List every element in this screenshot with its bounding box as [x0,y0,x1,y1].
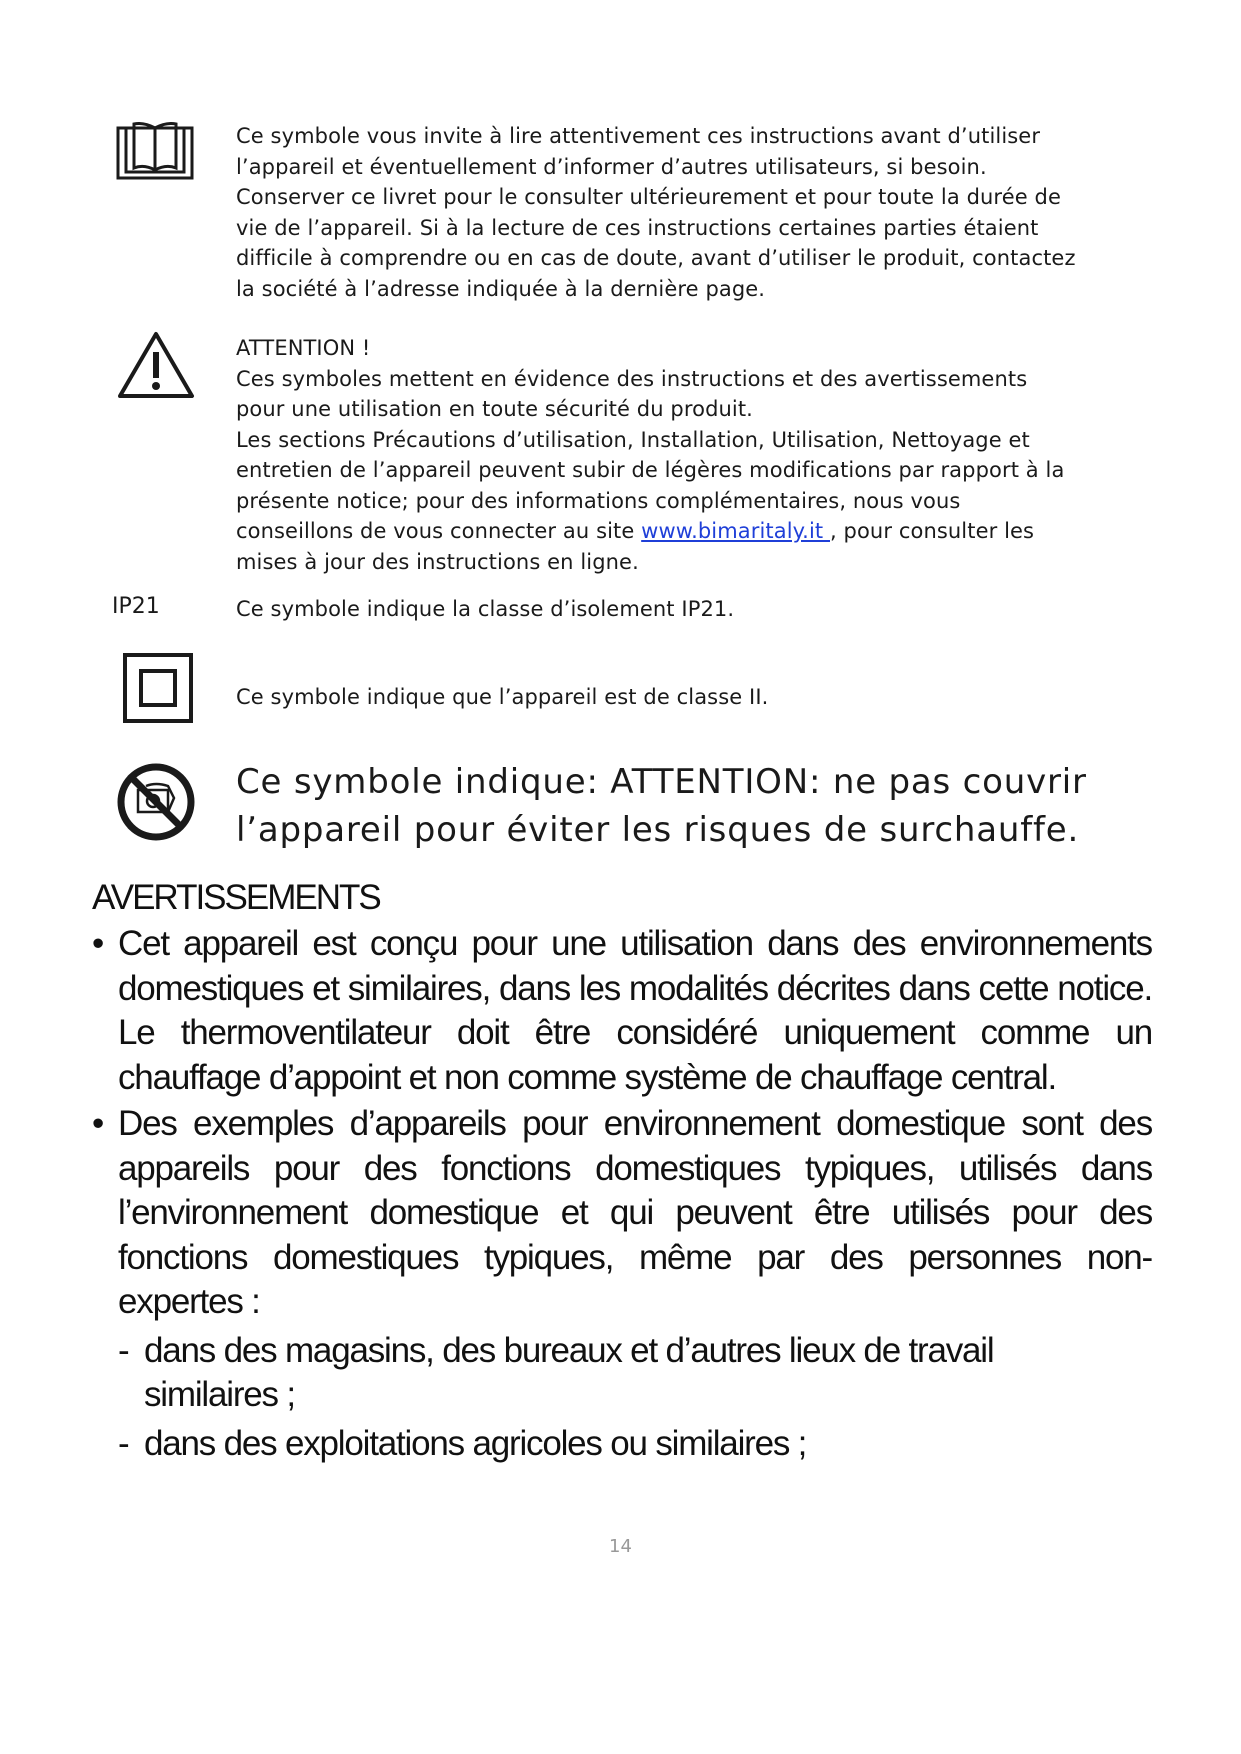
sub-item-text: dans des magasins, des bureaux et d’autres lieux de travail similaires ; [144,1330,994,1414]
dash-icon: - [118,1423,129,1463]
sub-item-text: dans des exploitations agricoles ou similaires ; [144,1423,807,1463]
warnings-heading: AVERTISSEMENTS [92,878,380,917]
class-ii-icon [122,652,194,728]
sub-list-item [92,1329,1094,1418]
attention-title: ATTENTION ! [236,336,371,360]
dash-icon: - [118,1330,129,1370]
warnings-list [92,922,1152,1466]
ip21-label: IP21 [112,594,160,619]
list-item [92,922,1152,1100]
attention-p2-after: , pour consulter les mises à jour des instructions en ligne. [236,519,1035,574]
bullet-icon: • [92,924,104,963]
read-instructions-text: Ce symbole vous invite à lire attentivement ces instructions avant d’utiliser l’appareil et éventuellement d’informer d’autres utilisateurs, si besoin. Conserver ce livret pour le consulter ultérieurement et pour toute la durée de vie de l’appareil. Si à la lecture de ces instructions certaines parties étaient difficile à comprendre ou en cas de doute, avant d’utiliser le produit, contactez la société à l’adresse indiquée à la dernière page. [236,124,1076,301]
attention-paragraph-2 [236,425,1076,578]
bullet-text: Des exemples d’appareils pour environnement domestique sont des appareils pour des fonctions domestiques typiques, utilisés dans l’environnement domestique et qui peuvent être utilisés pour des fonctions domestiques typiques, même par des personnes non-expertes : [118,1104,1152,1321]
attention-paragraph-1: Ces symboles mettent en évidence des instructions et des avertissements pour une utilisation en toute sécurité du produit. [236,366,1028,421]
attention-block [236,333,1076,577]
page-number: 14 [609,1536,632,1557]
do-not-cover-icon [116,762,196,846]
bullet-text: Cet appareil est conçu pour une utilisation dans des environnements domestiques et similaires, dans les modalités décrites dans cette notice. Le thermoventilateur doit être considéré uniquement comme un chauffage d’appoint et non comme système de chauffage central. [118,924,1152,1097]
do-not-cover-text: Ce symbole indique: ATTENTION: ne pas couvrir l’appareil pour éviter les risques de surchauffe. [236,762,1087,850]
warning-triangle-icon [116,330,196,404]
website-link[interactable]: www.bimaritaly.it [641,519,830,543]
ip21-text: Ce symbole indique la classe d’isolement IP21. [236,597,735,621]
sub-list-item [92,1422,1152,1467]
list-item [92,1102,1152,1325]
book-icon [116,122,194,186]
class-ii-text: Ce symbole indique que l’appareil est de classe II. [236,685,769,709]
bullet-icon: • [92,1104,104,1143]
attention-p2-before: Les sections Précautions d’utilisation, Installation, Utilisation, Nettoyage et entretien de l’appareil peuvent subir de légères modifications par rapport à la présente notice; pour des informations complémentaires, nous vous conseillons de vous connecter au site [236,427,1065,543]
